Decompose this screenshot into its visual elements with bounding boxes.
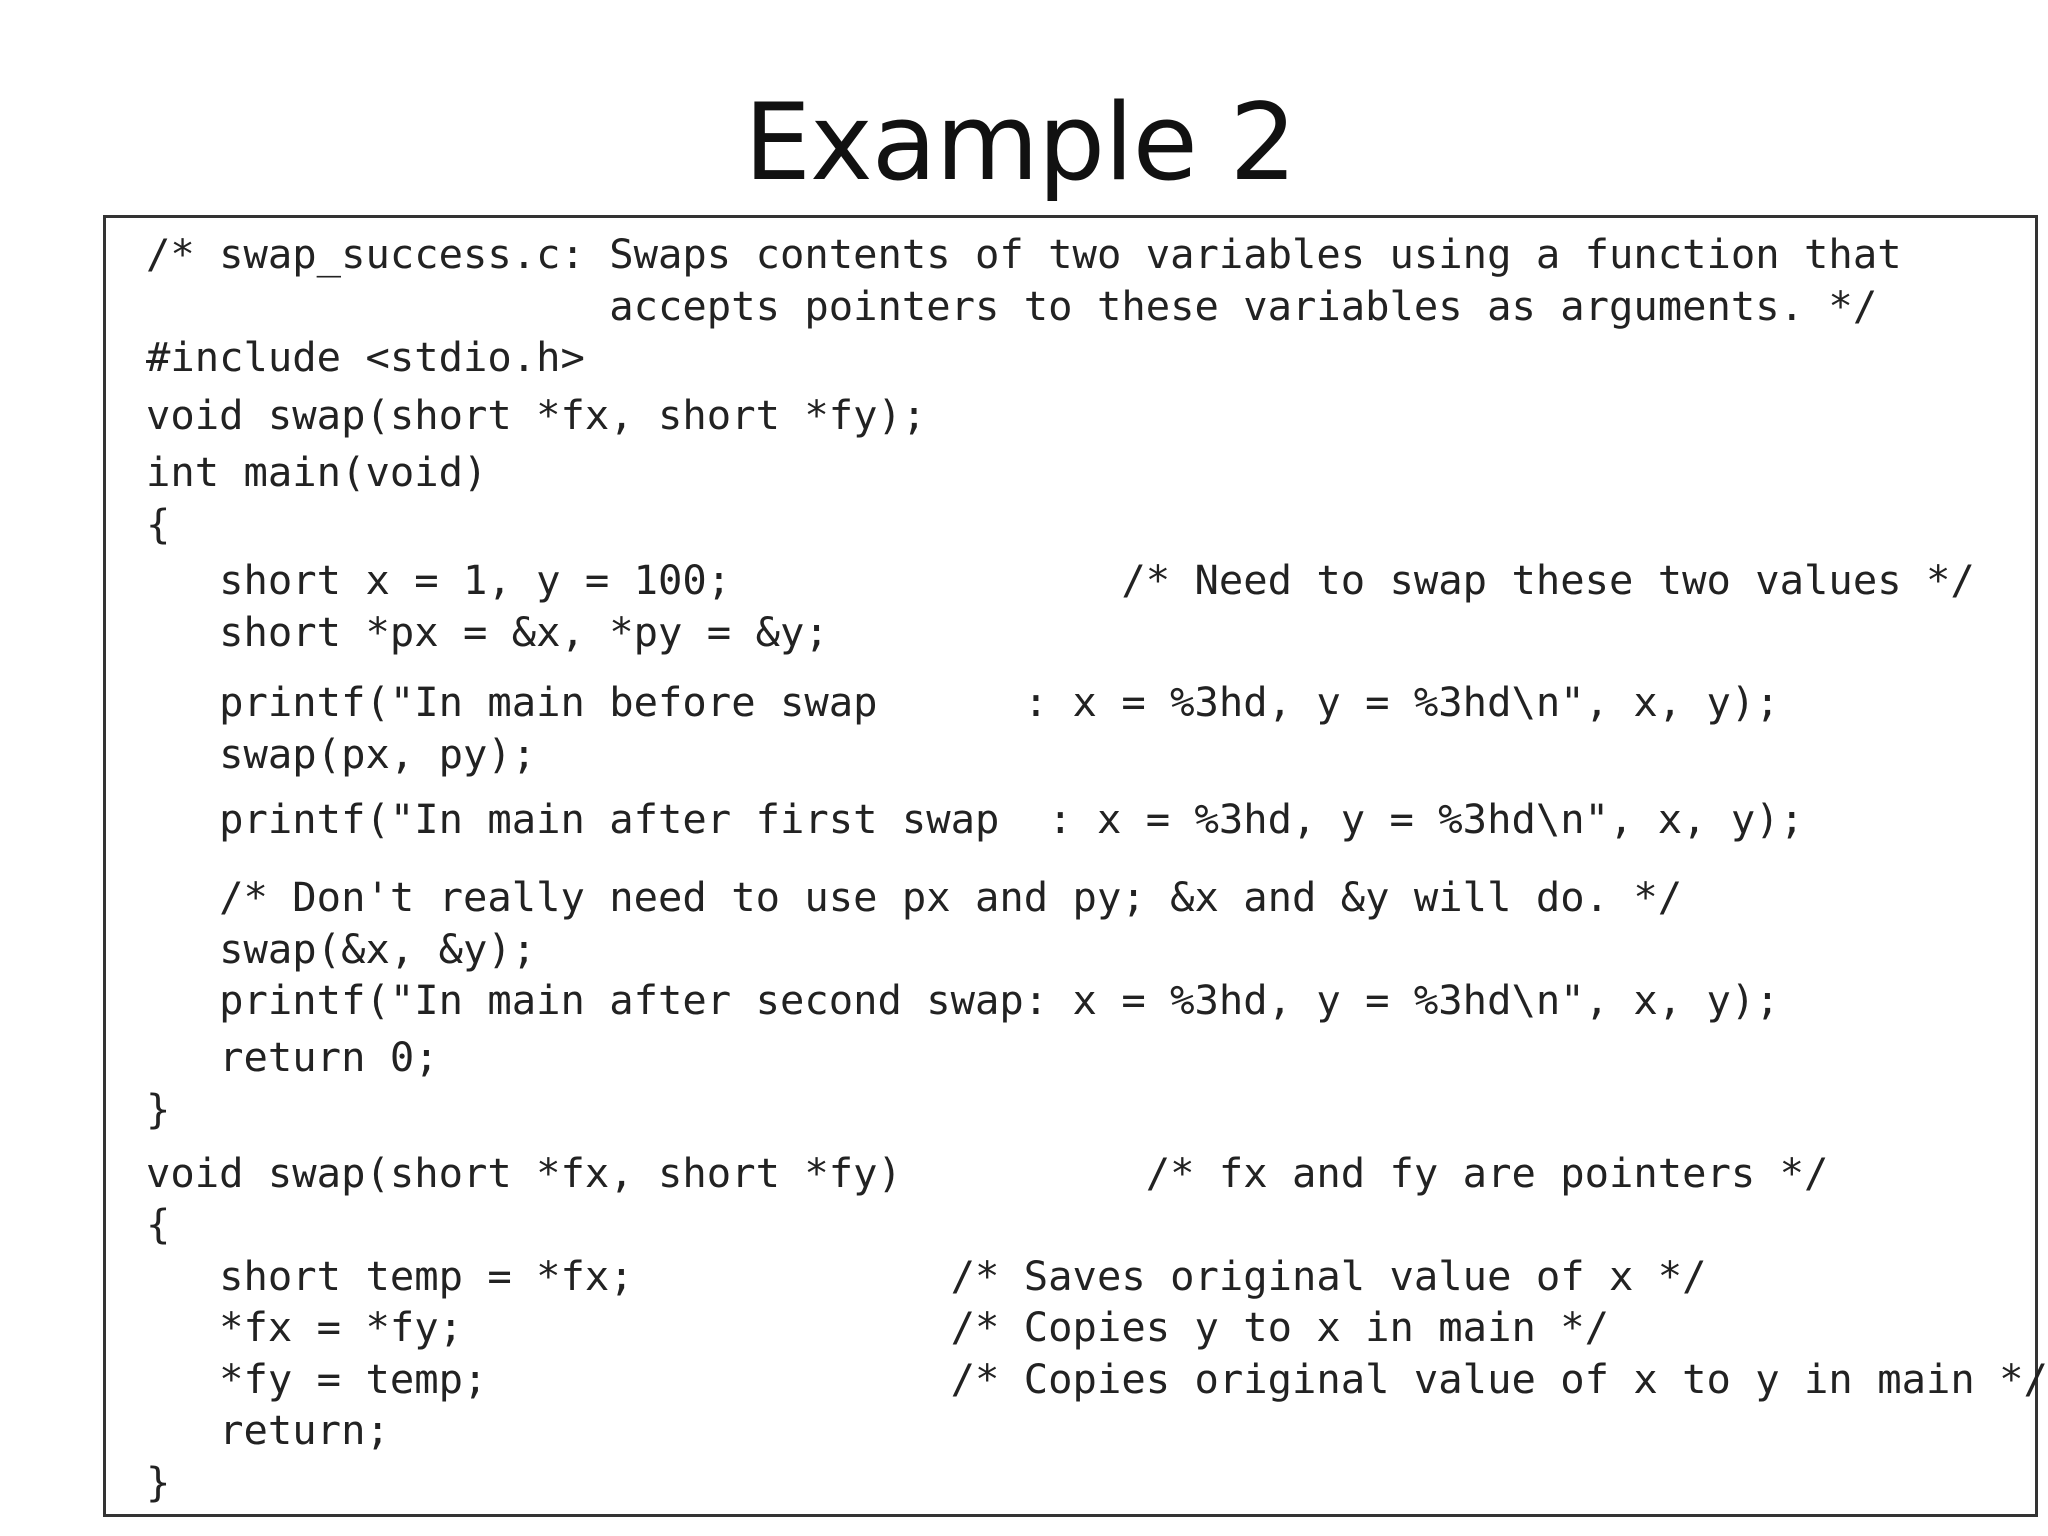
code-line: { — [146, 500, 171, 548]
code-line: return; — [146, 1406, 390, 1454]
code-line: short *px = &x, *py = &y; — [146, 608, 829, 656]
slide-title: Example 2 — [743, 81, 1296, 204]
code-line: int main(void) — [146, 448, 488, 496]
code-line: short temp = *fx; /* Saves original value of x */ — [146, 1252, 1707, 1300]
code-line: printf("In main after first swap : x = %3hd, y = %3hd\n", x, y); — [146, 795, 1805, 843]
code-line: void swap(short *fx, short *fy); — [146, 391, 927, 439]
code-line: accepts pointers to these variables as arguments. */ — [146, 282, 1878, 330]
code-line: return 0; — [146, 1033, 439, 1081]
code-line: { — [146, 1200, 171, 1248]
code-line: } — [146, 1458, 171, 1506]
code-line: /* swap_success.c: Swaps contents of two variables using a function that — [146, 230, 1902, 278]
code-line: short x = 1, y = 100; /* Need to swap these two values */ — [146, 556, 1975, 604]
code-line: #include <stdio.h> — [146, 333, 585, 381]
code-line: swap(px, py); — [146, 730, 537, 778]
code-line: printf("In main before swap : x = %3hd, y = %3hd\n", x, y); — [146, 678, 1780, 726]
code-line: *fy = temp; /* Copies original value of x to y in main */ — [146, 1355, 2048, 1403]
code-listing — [103, 215, 2048, 1517]
code-line: *fx = *fy; /* Copies y to x in main */ — [146, 1303, 1609, 1351]
code-line: /* Don't really need to use px and py; &x and &y will do. */ — [146, 873, 1683, 921]
code-line: swap(&x, &y); — [146, 925, 537, 973]
code-line: printf("In main after second swap: x = %3hd, y = %3hd\n", x, y); — [146, 976, 1780, 1024]
code-line: } — [146, 1085, 171, 1133]
code-line: void swap(short *fx, short *fy) /* fx and fy are pointers */ — [146, 1149, 1829, 1197]
